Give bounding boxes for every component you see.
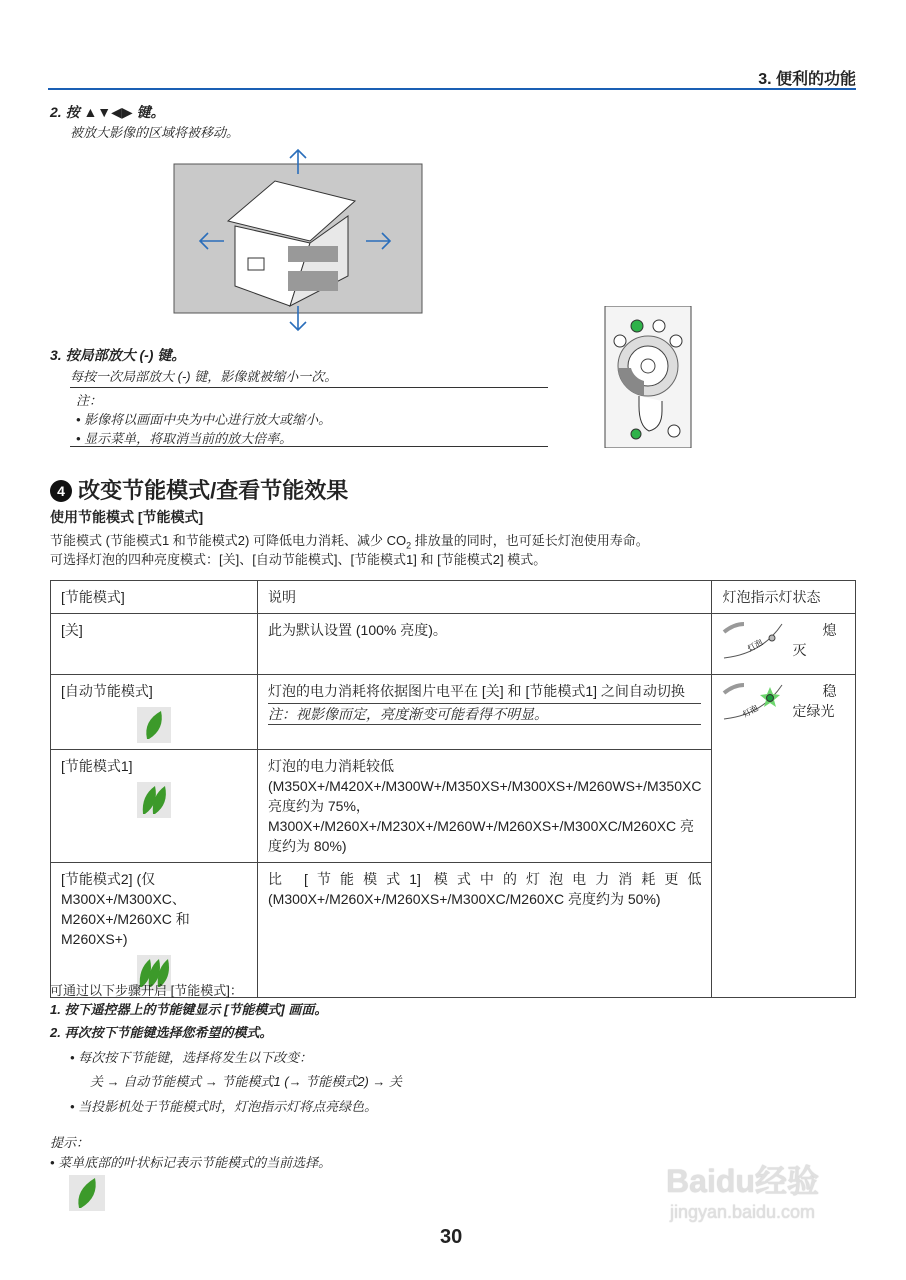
table-row (51, 614, 856, 675)
status-cell (712, 614, 856, 675)
table-row (51, 675, 856, 750)
column-header: [节能模式] (51, 581, 258, 614)
mode-cell (51, 675, 258, 750)
column-header: 灯泡指示灯状态 (712, 581, 856, 614)
bullet-item: • 当投影机处于节能模式时，灯泡指示灯将点亮绿色。 (70, 1099, 378, 1114)
subscript: 2 (406, 540, 412, 551)
desc-cell: 此为默认设置 (100% 亮度)。 (258, 614, 712, 675)
tip-label: 提示： (50, 1135, 90, 1150)
section-heading (50, 474, 348, 505)
note-label: 注： (76, 393, 103, 408)
svg-text:灯泡: 灯泡 (741, 703, 761, 720)
mode-label: [自动节能模式] (61, 683, 153, 699)
mode-cell (51, 863, 258, 998)
column-header: 说明 (258, 581, 712, 614)
desc-note: 注：视影像而定，亮度渐变可能看得不明显。 (268, 703, 701, 725)
intro-line-1 (50, 530, 649, 551)
table-header-row (51, 581, 856, 614)
eco-step-1: 1. 按下遥控器上的节能键显示 [节能模式] 画面。 (50, 1002, 328, 1017)
mode-cell: [关] (51, 614, 258, 675)
desc-cell: 比 [节能模式1] 模式中的灯泡电力消耗更低 (M300X+/M260X+/M260XS+/M300XC/M260XC 亮度约为 50%) (258, 863, 712, 998)
step-2-title: 2. 按 ▲▼◀▶ 键。 (50, 104, 165, 120)
chapter-title: 3. 便利的功能 (758, 71, 856, 88)
status-cell (712, 675, 856, 998)
section-title: 改变节能模式/查看节能效果 (78, 478, 349, 503)
section-subtitle: 使用节能模式 [节能模式] (50, 509, 204, 525)
desc-text: 灯泡的电力消耗将依据图片电平在 [关] 和 [节能模式1] 之间自动切换 (268, 683, 685, 699)
steps-intro: 可通过以下步骤开启 [节能模式]： (50, 983, 243, 998)
intro-text: 节能模式 (节能模式1 和节能模式2) 可降低电力消耗、减少 CO (50, 533, 407, 548)
tip-text: • 菜单底部的叶状标记表示节能模式的当前选择。 (50, 1155, 332, 1170)
eco-step-2: 2. 再次按下节能键选择您希望的模式。 (50, 1025, 273, 1040)
bullet-item: • 每次按下节能键，选择将发生以下改变： (70, 1050, 313, 1065)
watermark-brand: Baidu经验 (666, 1163, 819, 1199)
section-number-badge: 4 (50, 480, 72, 502)
status-text: 熄灭 (792, 622, 837, 658)
watermark-url: jingyan.baidu.com (669, 1202, 816, 1222)
step-3-desc: 每按一次局部放大 (-) 键，影像就被缩小一次。 (70, 369, 338, 384)
lamp-indicator-green-icon (722, 681, 792, 721)
baidu-watermark (630, 1140, 855, 1230)
mode-sequence: 关 → 自动节能模式 → 节能模式1 (→ 节能模式2) → 关 (90, 1074, 403, 1089)
status-text: 稳定绿光 (792, 683, 837, 719)
lamp-indicator-off-icon (722, 620, 792, 660)
leaf-icon (69, 1175, 105, 1211)
note-bottom-rule (70, 446, 548, 447)
header-rule (48, 88, 856, 90)
desc-cell (258, 675, 712, 750)
intro-text: 排放量的同时，也可延长灯泡使用寿命。 (411, 533, 649, 548)
note-top-rule (70, 387, 548, 388)
svg-text:灯泡: 灯泡 (746, 637, 765, 654)
mode-label: [节能模式1] (61, 758, 133, 774)
page-number: 30 (440, 1226, 463, 1248)
note-item: • 影像将以画面中央为中心进行放大或缩小。 (76, 412, 332, 427)
mode-cell (51, 750, 258, 863)
note-item: • 显示菜单，将取消当前的放大倍率。 (76, 431, 293, 446)
step-3-title: 3. 按局部放大 (-) 键。 (50, 347, 186, 363)
zoom-move-illustration (170, 146, 430, 336)
leaf-icon (137, 707, 171, 743)
eco-mode-table (50, 580, 856, 998)
intro-line-2: 可选择灯泡的四种亮度模式：[关]、[自动节能模式]、[节能模式1] 和 [节能模式2] 模式。 (50, 552, 547, 567)
mode-label: [节能模式2] (仅 M300X+/M300XC、M260X+/M260XC 和 M260XS+) (61, 871, 190, 947)
remote-control-illustration (604, 306, 692, 448)
desc-cell: 灯泡的电力消耗较低 (M350X+/M420X+/M300W+/M350XS+/M300XS+/M260WS+/M350XC 亮度约为 75%，M300X+/M260X+/M230X+/M260W+/M260XS+/M300XC/M260XC 亮度约为 80%) (258, 750, 712, 863)
double-leaf-icon (137, 782, 171, 818)
step-2-desc: 被放大影像的区域将被移动。 (70, 125, 240, 140)
